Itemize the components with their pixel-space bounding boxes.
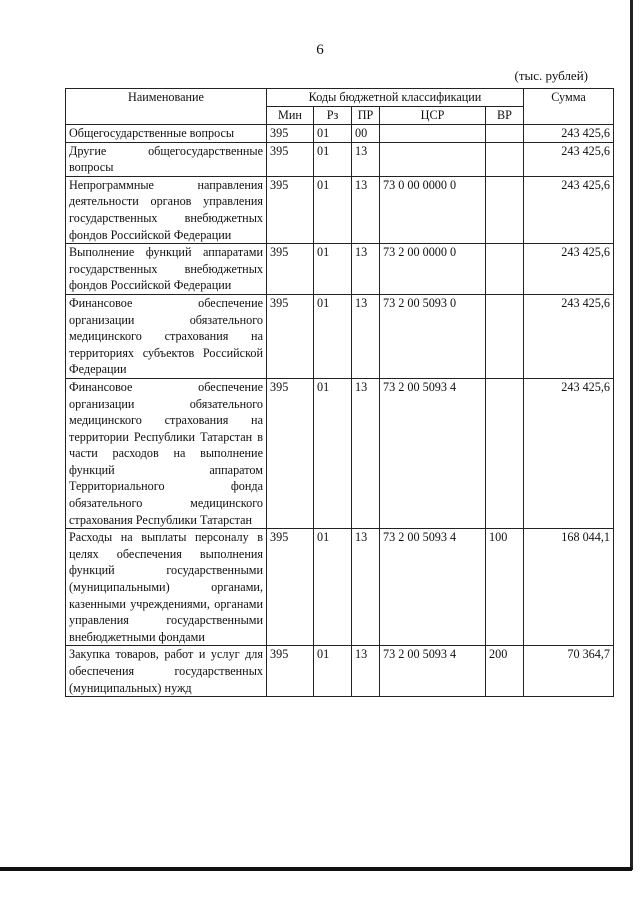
header-csr: ЦСР xyxy=(380,107,486,125)
header-min: Мин xyxy=(267,107,314,125)
cell-rz: 01 xyxy=(314,142,352,176)
cell-rz: 01 xyxy=(314,529,352,646)
header-sum: Сумма xyxy=(524,89,614,125)
cell-min: 395 xyxy=(267,244,314,295)
cell-sum: 243 425,6 xyxy=(524,378,614,528)
cell-sum: 243 425,6 xyxy=(524,125,614,143)
cell-min: 395 xyxy=(267,294,314,378)
cell-pr: 13 xyxy=(352,529,380,646)
cell-sum: 168 044,1 xyxy=(524,529,614,646)
table-row xyxy=(66,646,614,697)
cell-name: Другие общегосударственные вопросы xyxy=(66,142,267,176)
cell-csr: 73 2 00 5093 4 xyxy=(380,529,486,646)
cell-sum: 243 425,6 xyxy=(524,142,614,176)
cell-sum: 243 425,6 xyxy=(524,294,614,378)
table-row xyxy=(66,142,614,176)
cell-rz: 01 xyxy=(314,294,352,378)
cell-min: 395 xyxy=(267,529,314,646)
cell-rz: 01 xyxy=(314,244,352,295)
cell-sum: 243 425,6 xyxy=(524,244,614,295)
table-row xyxy=(66,529,614,646)
cell-pr: 13 xyxy=(352,646,380,697)
cell-csr: 73 2 00 5093 4 xyxy=(380,378,486,528)
cell-csr xyxy=(380,142,486,176)
scan-edge-bottom xyxy=(0,867,632,871)
table-row xyxy=(66,244,614,295)
cell-vr xyxy=(486,378,524,528)
cell-rz: 01 xyxy=(314,378,352,528)
table-row xyxy=(66,125,614,143)
cell-vr: 200 xyxy=(486,646,524,697)
cell-min: 395 xyxy=(267,646,314,697)
units-label: (тыс. рублей) xyxy=(514,68,588,83)
table-row xyxy=(66,176,614,243)
cell-csr xyxy=(380,125,486,143)
cell-vr xyxy=(486,244,524,295)
cell-csr: 73 0 00 0000 0 xyxy=(380,176,486,243)
cell-sum: 70 364,7 xyxy=(524,646,614,697)
cell-vr xyxy=(486,142,524,176)
cell-vr xyxy=(486,125,524,143)
cell-rz: 01 xyxy=(314,646,352,697)
cell-csr: 73 2 00 5093 0 xyxy=(380,294,486,378)
table-row xyxy=(66,378,614,528)
budget-table xyxy=(65,88,614,697)
header-row-top xyxy=(66,89,614,107)
cell-rz: 01 xyxy=(314,176,352,243)
table-body xyxy=(66,125,614,697)
cell-name: Финансовое обеспечение организации обязательного медицинского страхования на территории Республики Татарстан в части расходов на выполнение функций аппаратом Территориального фонда обязательного медицинского страхования Республики Татарстан xyxy=(66,378,267,528)
cell-name: Закупка товаров, работ и услуг для обеспечения государственных (муниципальных) нужд xyxy=(66,646,267,697)
cell-name: Выполнение функций аппаратами государственных внебюджетных фондов Российской Федерации xyxy=(66,244,267,295)
header-codes-group: Коды бюджетной классификации xyxy=(267,89,524,107)
cell-csr: 73 2 00 0000 0 xyxy=(380,244,486,295)
cell-csr: 73 2 00 5093 4 xyxy=(380,646,486,697)
cell-vr: 100 xyxy=(486,529,524,646)
cell-pr: 13 xyxy=(352,294,380,378)
header-pr: ПР xyxy=(352,107,380,125)
header-vr: ВР xyxy=(486,107,524,125)
cell-vr xyxy=(486,176,524,243)
cell-pr: 13 xyxy=(352,378,380,528)
cell-pr: 13 xyxy=(352,176,380,243)
cell-min: 395 xyxy=(267,378,314,528)
cell-name: Расходы на выплаты персоналу в целях обеспечения выполнения функций государственными (муниципальными) органами, казенными учреждениями, органами управления государственными внебюджетными фондами xyxy=(66,529,267,646)
cell-min: 395 xyxy=(267,142,314,176)
cell-min: 395 xyxy=(267,125,314,143)
cell-pr: 13 xyxy=(352,244,380,295)
table-row xyxy=(66,294,614,378)
page-number: 6 xyxy=(316,42,324,58)
cell-pr: 00 xyxy=(352,125,380,143)
cell-sum: 243 425,6 xyxy=(524,176,614,243)
cell-pr: 13 xyxy=(352,142,380,176)
cell-min: 395 xyxy=(267,176,314,243)
cell-vr xyxy=(486,294,524,378)
cell-rz: 01 xyxy=(314,125,352,143)
cell-name: Общегосударственные вопросы xyxy=(66,125,267,143)
header-rz: Рз xyxy=(314,107,352,125)
cell-name: Финансовое обеспечение организации обязательного медицинского страхования на территориях субъектов Российской Федерации xyxy=(66,294,267,378)
header-name: Наименование xyxy=(66,89,267,125)
cell-name: Непрограммные направления деятельности органов управления государственных внебюджетных фондов Российской Федерации xyxy=(66,176,267,243)
scan-edge-right xyxy=(630,0,633,870)
